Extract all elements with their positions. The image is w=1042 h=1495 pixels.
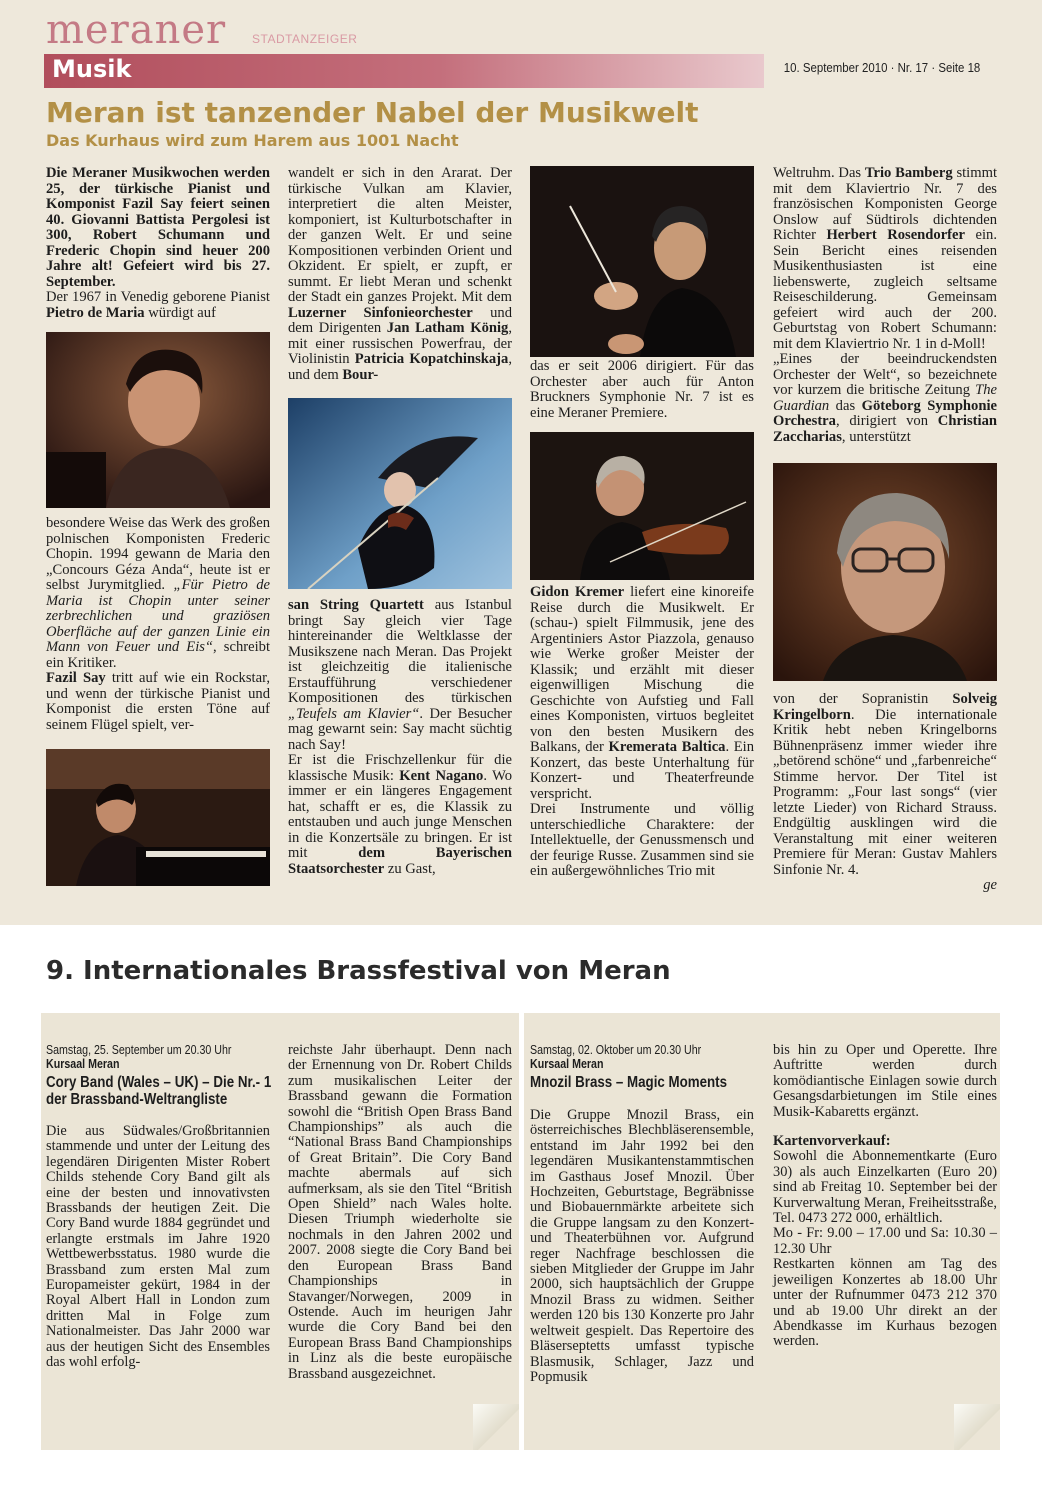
paragraph: besondere Weise das Werk des großen polnischen Komponisten Frederic Chopin. 1994 gewann de Maria den „Concours Géza Anda“, heute ist er selbst Jurymitglied. „Für Pietro de Maria ist Chopin unter seiner zerbrechlichen und graziösen Oberfläche auf der ganzen Linie ein Mann von Feuer und Eis“, schreibt ein Kritiker. — [46, 515, 271, 671]
ticket-info: Sowohl die Abonnementkarte (Euro 30) als auch Einzelkarten (Euro 20) sind ab Freitag 10. September bei der Kurverwaltung Meran, Freiheitsstraße, Tel. 0473 272 000, erhältlich. — [773, 1148, 997, 1227]
masthead — [46, 7, 358, 53]
event-venue: Kursaal Meran — [530, 1056, 604, 1071]
paragraph: Gidon Kremer liefert eine kinoreife Reise durch die Musikwelt. Er (schau-) spielt Filmmusik, jene des Argentiniers Astor Piazzola, genauso wie Werke großer Meister der Klassik; und erzählt mit dieser eigenwilligen Mischung die Geschichte von Aufstieg und Fall eines Komponisten, virtuos begleitet von den besten Musikern des Balkans, der Kremerata Baltica. Ein Konzert, das beste Unterhaltung für Konzert- und Theaterfreunde verspricht. — [530, 584, 754, 802]
article-column-4 — [773, 166, 997, 445]
article-lead: Die Meraner Musikwochen werden 25, der türkische Pianist und Komponist Fazil Say feiert seinen 40. Giovanni Battista Pergolesi ist 300, Robert Schumann und Frederic Chopin sind heuer 200 Jahre alt! Gefeiert wird bis 27. September. — [46, 165, 270, 290]
article-column-4-continued — [773, 692, 997, 894]
event-2-column-1 — [530, 1043, 754, 1385]
photo-fazil-say — [46, 749, 270, 886]
photo-gidon-kremer — [530, 432, 754, 580]
photo-christian-zaccharias — [773, 463, 997, 681]
article-column-1 — [46, 166, 270, 321]
event-title: Mnozil Brass – Magic Moments — [530, 1074, 728, 1091]
paragraph: san String Quartett aus Istanbul bringt Say gleich vier Tage hintereinander die Weltklasse der Musikszene nach Meran. Das Projekt ist gleichzeitig die italienische Erstaufführung verschiedener Kompositionen des türkischen „Teufels am Klavier“. Der Besucher mag gewarnt sein: Say macht süchtig nach Say! — [288, 597, 512, 753]
photo-patricia-kopatchinskaja — [288, 398, 512, 589]
paragraph: Er ist die Frischzellenkur für die klassische Musik: Kent Nagano. Wo immer er ein längeres Engagement hat, schafft er es, die Klassik zu entstauben und auch junge Menschen in die Konzertsäle zu bringen. Er ist mit dem Bayerischen Staatsorchester zu Gast, — [288, 752, 512, 877]
author-signature: ge — [983, 877, 997, 893]
section-label: Musik — [52, 55, 132, 83]
paragraph: Der 1967 in Venedig geborene Pianist Pietro de Maria würdigt auf — [46, 289, 270, 321]
newspaper-logo-subtitle: STADTANZEIGER — [252, 32, 358, 46]
ticket-heading: Kartenvorverkauf: — [773, 1133, 891, 1150]
paragraph: Drei Instrumente und völlig unterschiedliche Charaktere: der Intellektuelle, der Genussmensch und der feurige Russe. Zusammen sind sie ein außergewöhnliches Trio mit — [530, 801, 754, 879]
article-column-2 — [288, 166, 512, 383]
article-column-3-continued — [530, 585, 754, 880]
photo-kent-nagano — [530, 166, 754, 357]
event-title: Cory Band (Wales – UK) – Die Nr.- 1 der Brassband-Weltrangliste — [46, 1074, 272, 1108]
paragraph: Weltruhm. Das Trio Bamberg stimmt mit dem Klaviertrio Nr. 7 des französischen Komponisten George Onslow auf Südtirols dichtenden Richter Herbert Rosendorfer ein. Sein Bericht eines reisenden Musikenthusiasten ist eine liebenswerte, zugleich seltsame Reiseschilderung. Gemeinsam gefeiert wird auch der 200. Geburtstag von Robert Schumann: mit dem Klaviertrio Nr. 1 in d-Moll! — [773, 165, 997, 352]
paragraph: von der Sopranistin Solveig Kringelborn. Die internationale Kritik hebt neben Kringelborns Bühnenpräsenz immer wieder ihre „betörend schöne“ und „farbenreiche“ Stimme hervor. Der Titel ist Programm: „Four last songs“ (vier letzte Lieder) von Richard Strauss. Endgültig ausklingen wird die Veranstaltung mit einer weiteren Premiere für Meran: Gustav Mahlers Sinfonie Nr. 4. — [773, 691, 997, 878]
page-curl-decoration — [954, 1404, 1000, 1450]
paragraph: das er seit 2006 dirigiert. Für das Orchester aber auch für Anton Bruckners Symphonie Nr. 7 ist es eine Meraner Premiere. — [530, 358, 754, 421]
article-column-2-continued — [288, 598, 512, 877]
paragraph: Die aus Südwales/Großbritannien stammende und unter der Leitung des legendären Dirigenten Mister Robert Childs stehende Cory Band gilt als eine der besten und innovativsten Brassbands der heutigen Zeit. Die Cory Band wurde 1884 gegründet und erlangte erstmals im Jahre 1920 Wettbewerbsstatus. 1980 wurde die Brassband zum ersten Mal zum Europameister gekürt, 1984 in der Royal Albert Hall in London zum dritten Mal in Folge zum Nationalmeister. Das Jahr 2000 war aus der heutigen Sicht des Ensembles das wohl erfolg- — [46, 1123, 270, 1371]
article-column-1-continued — [46, 516, 270, 733]
issue-info: 10. September 2010 · Nr. 17 · Seite 18 — [783, 60, 980, 75]
photo-pietro-de-maria — [46, 332, 270, 508]
event-date: Samstag, 02. Oktober um 20.30 Uhr — [530, 1042, 702, 1057]
event-venue: Kursaal Meran — [46, 1056, 120, 1071]
event-date: Samstag, 25. September um 20.30 Uhr — [46, 1042, 232, 1057]
brassfestival-title: 9. Internationales Brassfestival von Meran — [46, 956, 671, 986]
newspaper-logo: meraner — [46, 7, 227, 53]
article-column-3 — [530, 359, 754, 421]
section-bar — [44, 54, 764, 88]
event-1-column-2 — [288, 1043, 512, 1382]
paragraph: Fazil Say tritt auf wie ein Rockstar, und wenn der türkische Pianist und Komponist die ersten Töne auf seinem Flügel spielt, ver- — [46, 670, 270, 733]
paragraph: Die Gruppe Mnozil Brass, ein österreichisches Blechbläserensemble, entstand im Jahr 1992 bei den legendären Musikantenstammtischen im Gasthaus Josef Mnozil. Über Hochzeiten, Geburtstage, Begräbnisse und Biobauernmärkte arbeitete sich die Gruppe langsam zu den Konzert- und Theaterbühnen vor. Aufgrund reger Nachfrage beschlossen die sieben Mitglieder der Gruppe im Jahr 2000, sich hauptsächlich der Gruppe Mnozil Brass zu widmen. Seither werden 120 bis 130 Konzerte pro Jahr weltweit gespielt. Das Repertoire des Bläserseptetts umfasst typische Blasmusik, Schlager, Jazz und Popmusik — [530, 1107, 754, 1385]
article-subhead: Das Kurhaus wird zum Harem aus 1001 Nacht — [46, 131, 459, 150]
page-curl-decoration — [473, 1404, 519, 1450]
paragraph: reichste Jahr überhaupt. Denn nach der Ernennung von Dr. Robert Childs zum musikalischen Leiter der Brassband gewann die Formation sowohl die “British Open Brass Band Championships” als auch die “National Brass Band Championships of Great Britain”. Die Cory Band machte abermals auf sich aufmerksam, als sie den Titel “British Open Shield” nach Wales holte. Diesen Triumph wiederholte sie nochmals in den Jahren 2002 und 2007. 2008 siegte die Cory Band bei den European Brass Band Championships in Stavanger/Norwegen, 2009 in Ostende. Auch im heurigen Jahr wurde die Cory Band bei den European Brass Band Championships in Linz als die beste europäische Brassband ausgezeichnet. — [288, 1042, 512, 1382]
paragraph: „Eines der beeindruckendsten Orchester der Welt“, so bezeichnete vor kurzem die britische Zeitung The Guardian das Göteborg Symphonie Orchestra, dirigiert von Christian Zaccharias, unterstützt — [773, 351, 997, 445]
event-1-column-1 — [46, 1043, 270, 1371]
paragraph: bis hin zu Oper und Operette. Ihre Auftritte werden durch komödiantische Einlagen sowie durch Gesangsdarbietungen im Stile eines Musik-Kabaretts ergänzt. — [773, 1042, 997, 1120]
article-headline: Meran ist tanzender Nabel der Musikwelt — [46, 96, 699, 129]
paragraph: wandelt er sich in den Ararat. Der türkische Vulkan am Klavier, interpretiert die alten Meister, komponiert, ist Kulturbotschafter in der ganzen Welt. Er und seine Kompositionen verbinden Orient und Okzident. Er spielt, er zupft, er summt. Er liebt Meran und schenkt der Stadt ein ganzes Projekt. Mit dem Luzerner Sinfonieorchester und dem Dirigenten Jan Latham König, mit einer russischen Powerfrau, der Violinistin Patricia Kopatchinskaja, und dem Bour- — [288, 165, 512, 383]
ticket-remaining: Restkarten können am Tag des jeweiligen Konzertes ab 18.00 Uhr unter der Rufnummer 0473 212 370 und ab 19.00 Uhr direkt an der Abendkasse im Kurhaus bezogen werden. — [773, 1256, 997, 1350]
event-2-column-2 — [773, 1043, 997, 1350]
ticket-hours: Mo - Fr: 9.00 – 17.00 und Sa: 10.30 – 12.30 Uhr — [773, 1225, 997, 1257]
